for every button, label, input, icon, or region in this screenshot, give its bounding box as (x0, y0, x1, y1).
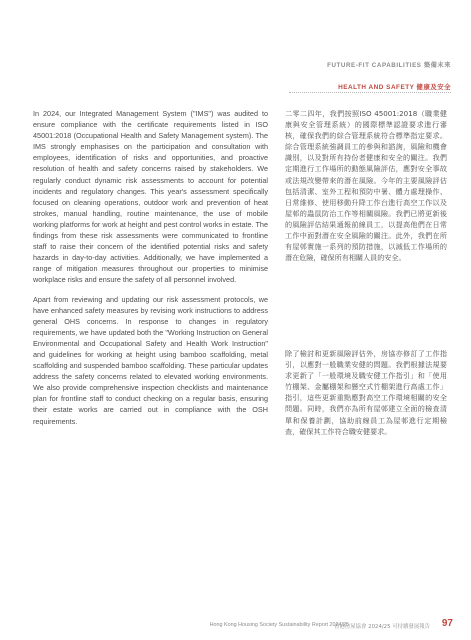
page-number: 97 (441, 618, 453, 629)
english-paragraph-2: Apart from reviewing and updating our risk assessment protocols, we have enhanced safety measures by revising work instructions to address general OHS concerns. In response to changes in regulatory requirements, we have updated both the "Working Instruction on General Environmental and Occupational Safety and Health Work Instruction" and guidelines for working at height using bamboo scaffolding, metal scaffolding and suspended bamboo scaffolding. These particular updates address the safety concerns related to elevated working environments. We also provide comprehensive inspection checklists and maintenance plan for frontline staff to conduct checking on a regular basis, ensuring their estate works are carried out in compliance with the OSH requirements. (33, 294, 268, 426)
chinese-column (285, 108, 447, 263)
english-column (33, 108, 268, 435)
section-title: HEALTH AND SAFETY 健康及安全 (338, 84, 451, 91)
section-kicker: FUTURE-FIT CAPABILITIES 築備未來 (327, 62, 451, 69)
section-header (327, 60, 451, 91)
chinese-paragraph-2: 除了檢討和更新風險評估外，房協亦修訂了工作指引，以應對一般職業安健的問題。我們根據法規要求更新了「一般環境及職安健工作指引」和「使用竹棚架、金屬棚架和懸空式竹棚架進行高處工作」指引，這些更新重點應對高空工作環境相關的安全問題。同時，我們亦為所有屋邨建立全面的檢查清單和保養計劃，協助前線員工為屋邨進行定期檢查，確保其工作符合職安健要求。 (285, 349, 447, 436)
chinese-column-lower (285, 348, 447, 437)
english-paragraph-1: In 2024, our Integrated Management System ("IMS") was audited to ensure compliance with the certificate requirements listed in ISO 45001:2018 (Occupational Health and Safety Management system). The IMS strongly emphasises on the participation and consultation with employees, identification of risks and opportunities, and proactive resolution of health and safety concerns raised by stakeholders. We regularly conduct dynamic risk assessments to account for potential incidents and regulatory changes. This year's assessment specifically focused on cleaning operations, outdoor work and prevention of heat strokes, manual handling, routine maintenance, the use of mobile working platforms for work at height and pest control works in estate. The findings from these risk assessments were communicated to frontline staff to raise their concern of the identified potential risks and safety hazards in day-to-day activities. Additionally, we have implemented a range of mitigation measures throughout our properties to minimise workplace risks and ensure the safety of all personnel involved. (33, 109, 268, 285)
footer-report-title-en: Hong Kong Housing Society Sustainability Report 2024/25 (209, 622, 349, 628)
footer-report-title-zh: 香港房屋協會 2024/25 可持續發展報告 (334, 624, 430, 630)
header-divider (289, 92, 451, 93)
page-footer (0, 610, 471, 640)
chinese-paragraph-1: 二零二四年，我們按照ISO 45001:2018（職業健康與安全管理系統）的國際標準認證要求進行審核，確保我們的綜合管理系統符合標準指定要求。綜合管理系統強調員工的參與和諮詢，風險和機會識別，以及對所有持份者健康和安全的關注。我們定期進行工作場所的動態風險評估，應對安全事故或法規改變帶來的潛在風險。今年的主要風險評估包括清潔、室外工程和預防中暑、體力處理操作、日常維修、使用移動升降工作台進行高空工作以及屋邨的蟲鼠防治工作等相關風險。我們已將更新後的風險評估結果通報前線員工，以提高他們在日常工作中面對潛在安全風險的關注。此外，我們在所有屋邨實施一系列的預防措施，以減低工作場所的潛在危險，確保所有相關人員的安全。 (285, 109, 447, 263)
